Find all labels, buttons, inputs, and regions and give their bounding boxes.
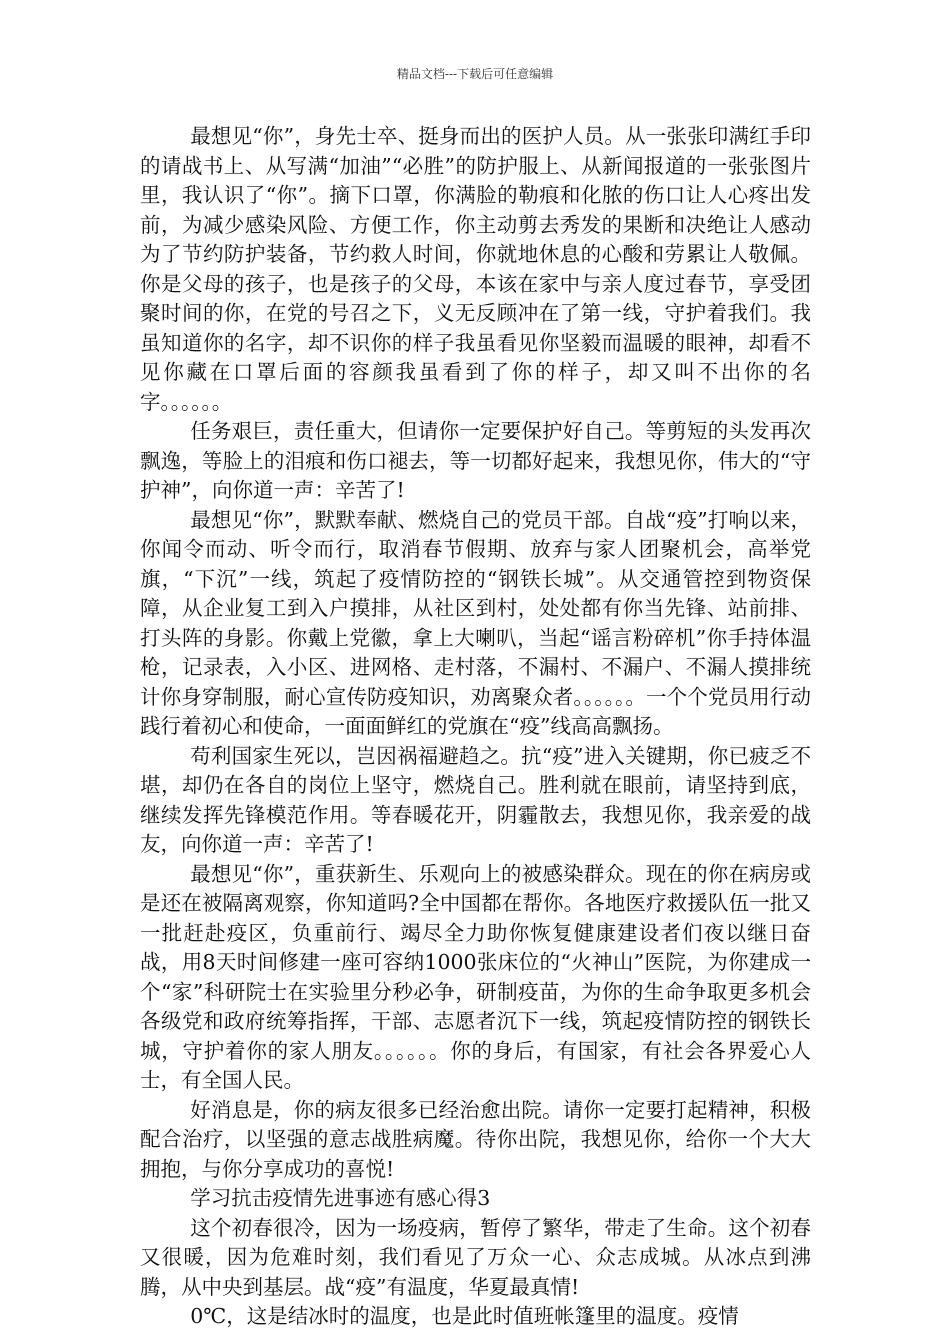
paragraph-good-news: 好消息是，你的病友很多已经治愈出院。请你一定要打起精神，积极配合治疗，以坚强的意志战胜病魔。待你出院，我想见你，给你一个大大拥抱，与你分享成功的喜悦! [140,1097,811,1181]
page-header: 精品文档---下载后可任意编辑 [396,67,554,81]
paragraph-early-spring: 这个初春很冷，因为一场疫病，暂停了繁华，带走了生命。这个初春又很暖，因为危难时刻，我们看见了万众一心、众志成城。从冰点到沸腾，从中央到基层。战“疫”有温度，华夏最真情! [140,1215,811,1299]
section-heading: 学习抗击疫情先进事迹有感心得3 [190,1186,491,1210]
paragraph-comrades: 苟利国家生死以，岂因祸福避趋之。抗“疫”进入关键期，你已疲乏不堪，却仍在各自的岗位上坚守，燃烧自己。胜利就在眼前，请坚持到底，继续发挥先锋模范作用。等春暖花开，阴霾散去，我想见你，我亲爱的战友，向你道一声：辛苦了! [140,743,811,856]
paragraph-infected-people: 最想见“你”，重获新生、乐观向上的被感染群众。现在的你在病房或是还在被隔离观察，你知道吗?全中国都在帮你。各地医疗救援队伍一批又一批赶赴疫区，负重前行、竭尽全力助你恢复健康建设者们夜以继日奋战，用8天时间修建一座可容纳1000张床位的“火神山”医院，为你建成一个“家”科研院士在实验里分秒必争，研制疫苗，为你的生命争取更多机会各级党和政府统筹指挥，干部、志愿者沉下一线，筑起疫情防控的钢铁长城，守护着你的家人朋友。。。。。。你的身后，有国家，有社会各界爱心人士，有全国人民。 [140,861,811,1092]
paragraph-party-cadres: 最想见“你”，默默奉献、燃烧自己的党员干部。自战“疫”打响以来，你闻令而动、听令而行，取消春节假期、放弃与家人团聚机会，高举党旗，“下沉”一线，筑起了疫情防控的“钢铁长城”。从交通管控到物资保障，从企业复工到入户摸排，从社区到村，处处都有你当先锋、站前排、打头阵的身影。你戴上党徽，拿上大喇叭，当起“谣言粉碎机”你手持体温枪，记录表，入小区、进网格、走村落，不漏村、不漏户、不漏人摸排统计你身穿制服，耐心宣传防疫知识，劝离聚众者。。。。。。一个个党员用行动践行着初心和使命，一面面鲜红的党旗在“疫”线高高飘扬。 [140,507,811,738]
paragraph-medical-workers: 最想见“你”，身先士卒、挺身而出的医护人员。从一张张印满红手印的请战书上、从写满“加油”“必胜”的防护服上、从新闻报道的一张张图片里，我认识了“你”。摘下口罩，你满脸的勒痕和化脓的伤口让人心疼出发前，为减少感染风险、方便工作，你主动剪去秀发的果断和决绝让人感动为了节约防护装备，节约救人时间，你就地休息的心酸和劳累让人敬佩。你是父母的孩子，也是孩子的父母，本该在家中与亲人度过春节，享受团聚时间的你，在党的号召之下，义无反顾冲在了第一线，守护着我们。我虽知道你的名字，却不识你的样子我虽看见你坚毅而温暖的眼神，却看不见你藏在口罩后面的容颜我虽看到了你的样子，却又叫不出你的名字。。。。。。 [140,124,811,414]
paragraph-protect-yourself: 任务艰巨，责任重大，但请你一定要保护好自己。等剪短的头发再次飘逸，等脸上的泪痕和伤口褪去，等一切都好起来，我想见你，伟大的“守护神”，向你道一声：辛苦了! [140,419,811,502]
document-body [140,122,811,1332]
paragraph-zero-degrees: 0℃，这是结冰时的温度，也是此时值班帐篷里的温度。疫情 [190,1304,739,1328]
